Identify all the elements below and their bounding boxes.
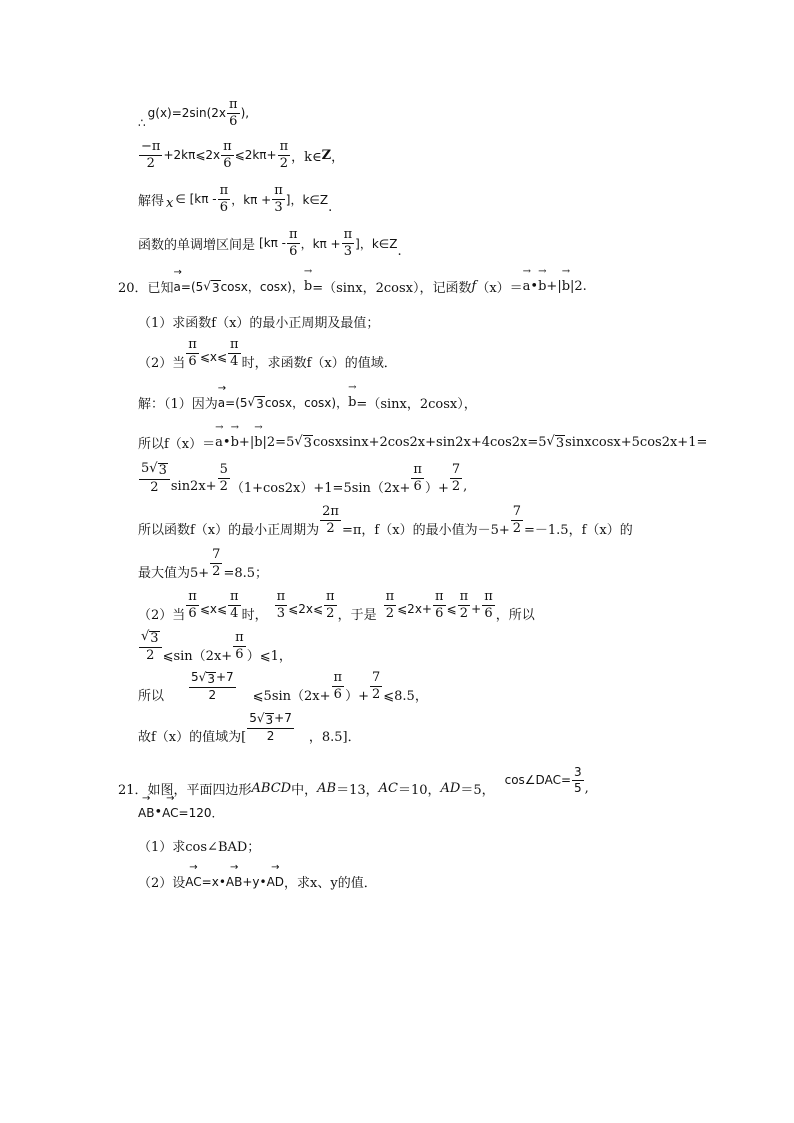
solve-label: 解得	[138, 193, 165, 209]
expansion-line	[138, 433, 707, 452]
sin2x-plus: sin2x+	[170, 478, 217, 494]
increasing-label: 函数的单调增区间是	[138, 237, 256, 253]
increasing-interval-line	[138, 228, 402, 258]
vector-a: → a	[215, 435, 223, 450]
fraction-neg-pi-2: $\frac{-\pi}{2}$	[141, 139, 161, 171]
expansion-1: |2=5	[262, 435, 295, 450]
vector-a-def-pre: =(5	[225, 395, 248, 410]
q20-part2-pre: （2）当	[138, 355, 186, 371]
five-sin-range-line	[138, 670, 428, 704]
eq-10: ＝10，	[397, 782, 441, 798]
fraction-7-2: $\frac{7}{2}$	[512, 504, 522, 536]
close-plus: ）+	[424, 480, 449, 496]
plus-y-dot: +y•	[242, 874, 267, 889]
dot-eq-120: =120．	[178, 806, 224, 820]
suoyi-2: 所以	[138, 688, 165, 704]
vector-b: → b	[562, 279, 570, 294]
fraction-7-2: $\frac{7}{2}$	[371, 670, 381, 702]
sqrt-3: √ 3	[203, 278, 220, 295]
so-f: 所以f（x）＝	[138, 437, 216, 452]
le-x-le: ⩽x⩽	[199, 602, 228, 617]
fraction-pi-3: $\frac{\pi}{3}$	[274, 183, 283, 215]
q21-part1	[138, 836, 260, 855]
fraction-pi-6: $\frac{\pi}{6}$	[223, 139, 232, 171]
mid-text: 中，	[291, 782, 318, 798]
vector-a-def-post: cosx，cosx)，	[264, 396, 349, 410]
max-text-1: 最大值为5+	[138, 565, 210, 581]
period-text-1: 所以函数f（x）的最小正周期为	[138, 522, 320, 538]
le-85: ⩽8.5，	[383, 688, 428, 704]
fraction-7-2: $\frac{7}{2}$	[212, 547, 221, 579]
g-formula-line	[138, 97, 250, 131]
yushi: ，于是	[337, 607, 377, 623]
abcd: ABCD	[251, 780, 292, 796]
fraction-pi-6: $\frac{\pi}{6}$	[219, 183, 229, 215]
vector-ab: → AB	[226, 875, 242, 889]
ineq-text-1: +2kπ⩽2x	[163, 148, 221, 163]
fraction-5sqrt3-plus7-2: 5√ 3 +7 2	[249, 711, 292, 743]
vector-a-def-post: cosx，cosx)，	[220, 280, 304, 294]
g-formula-close: ),	[240, 106, 250, 121]
vector-ad: → AD	[267, 875, 284, 889]
vector-b: → b	[538, 279, 546, 294]
sqrt-3: √ 3	[546, 434, 565, 451]
eq-13: ＝13，	[336, 782, 379, 798]
fraction-pi-4: $\frac{\pi}{4}$	[230, 337, 239, 369]
part2-solution-line	[138, 589, 535, 623]
fraction-pi-6: $\frac{\pi}{6}$	[413, 462, 422, 494]
sqrt-3: √ 3	[247, 394, 264, 411]
q20-number: 20．已知	[118, 281, 174, 296]
eq-x-dot: =x•	[201, 874, 226, 889]
g-formula-text: g(x)=2sin(2x	[147, 106, 227, 121]
expansion-2: cosxsinx+2cos2x+sin2x+4cos2x=5	[312, 435, 547, 450]
suoyi: ，所以	[495, 607, 535, 623]
x-variable: x	[166, 195, 174, 211]
q20-part1	[138, 312, 379, 331]
incr-interval-mid: ，kπ +	[300, 236, 341, 251]
vector-a-def-pre: =(5	[180, 279, 204, 294]
kz-text: ，k∈	[291, 149, 322, 165]
fraction-pi-2: $\frac{\pi}{2}$	[326, 589, 335, 621]
comma: ,	[463, 478, 468, 494]
fraction-pi-3: $\frac{\pi}{3}$	[343, 227, 353, 259]
fraction-pi-6: $\frac{\pi}{6}$	[235, 630, 244, 662]
fraction-pi-6: $\frac{\pi}{6}$	[188, 589, 197, 621]
q20-stem	[118, 277, 587, 296]
incr-interval-close: ]，k∈Z	[355, 236, 398, 251]
part2-pre: （2）当	[138, 607, 186, 623]
inequality-line	[138, 140, 344, 170]
le-one: ）⩽1，	[246, 648, 292, 664]
vector-b-def: =（sinx，2cosx），记函数	[312, 281, 472, 296]
sqrt-3: √ 3	[294, 434, 312, 451]
period: .	[328, 199, 333, 215]
numerator: π	[229, 97, 238, 112]
fraction-pi-3: $\frac{\pi}{3}$	[276, 589, 286, 621]
square-end: |2.	[570, 279, 587, 294]
fraction-5sqrt3-plus7-2: 5√ 3 +7 2	[191, 670, 234, 702]
fraction-pi-6: $\frac{\pi}{6}$	[289, 227, 298, 259]
fraction-pi-2: $\frac{\pi}{2}$	[279, 139, 289, 171]
fraction-2pi-2: $\frac{2\pi}{2}$	[322, 504, 339, 536]
solution-label: 解：（1）因为	[138, 397, 218, 412]
cos-dac: cos∠DAC=	[504, 773, 572, 788]
fraction-pi-2: $\frac{\pi}{2}$	[459, 589, 469, 621]
vector-ac: → AC	[162, 806, 178, 820]
dot-op: •	[222, 435, 231, 450]
vector-ac: → AC	[185, 875, 201, 889]
max-text-2: =8.5；	[223, 565, 269, 581]
q21-part2-pre: （2）设	[138, 876, 186, 891]
fx-def: （x）＝	[476, 281, 523, 296]
comma: ，	[331, 149, 345, 165]
plus-abs: +|	[546, 279, 562, 294]
part2-mid1: 时，	[241, 607, 268, 623]
solve-interval-mid: ，kπ +	[231, 192, 272, 207]
integer-set-z: Z	[321, 147, 332, 163]
vector-b: → b	[231, 435, 239, 450]
vector-b: → b	[304, 279, 312, 294]
period-line	[138, 504, 633, 538]
period-text-2: =π，f（x）的最小值为－5+	[341, 522, 510, 538]
fraction-pi-6: $\frac{\pi}{6}$	[188, 337, 197, 369]
simplified-line	[138, 462, 467, 494]
q21-number: 21．如图，平面四边形	[118, 782, 252, 798]
part2-mid3: ⩽2x+	[397, 602, 432, 617]
fraction-5-2: $\frac{5}{2}$	[219, 462, 228, 494]
fraction-pi-6: $\frac{\pi}{6}$	[434, 589, 444, 621]
expansion-3: sinxcosx+5cos2x+1=	[565, 435, 708, 450]
plus-sign: +	[471, 602, 482, 617]
dot-op: •	[154, 805, 163, 820]
incr-interval-open: [kπ -	[259, 236, 287, 251]
function-f: f	[471, 279, 477, 294]
period: .	[397, 243, 402, 259]
le-x-le: ⩽x⩽	[199, 350, 228, 365]
le-5sin: ⩽5sin（2x+	[252, 688, 331, 704]
q21-part1-text: （1）求cos∠BAD；	[138, 840, 261, 855]
dot-product-line	[138, 804, 223, 821]
solve-interval-open: ∈ [kπ -	[175, 192, 217, 207]
fraction-sqrt3-2: √ 3 2	[139, 630, 162, 662]
q21-part2-post: ，求x、y的值．	[284, 876, 377, 891]
solve-interval-close: ]，k∈Z	[285, 192, 329, 207]
denominator: 6	[229, 113, 238, 129]
part2-mid2: ⩽2x⩽	[288, 602, 324, 617]
period-text-3: =－1.5，f（x）的	[524, 522, 633, 538]
q21-stem	[118, 765, 589, 798]
vector-ab: → AB	[138, 806, 154, 820]
segment-ab: AB	[317, 780, 337, 796]
q20-part2	[138, 337, 397, 371]
fraction-pi-6	[227, 98, 240, 128]
simplified-mid: （1+cos2x）+1=5sin（2x+	[230, 480, 411, 496]
comma: ,	[584, 780, 589, 796]
vector-a: → a	[218, 396, 225, 410]
vector-b: → b	[348, 395, 356, 410]
fraction-pi-2: $\frac{\pi}{2}$	[385, 589, 395, 621]
fraction-pi-6: $\frac{\pi}{6}$	[484, 589, 493, 621]
ineq-text-2: ⩽2kπ+	[234, 148, 277, 163]
fraction-pi-6: $\frac{\pi}{6}$	[333, 670, 343, 702]
close-plus: ）+	[345, 688, 369, 704]
vector-a: → a	[523, 279, 531, 294]
q21-part2	[138, 872, 377, 891]
vector-a: → a	[174, 280, 181, 294]
vector-b-def: =（sinx，2cosx），	[356, 397, 477, 412]
eq-5: ＝5，	[460, 782, 495, 798]
fraction-3-5: $\frac{3}{5}$	[574, 765, 582, 795]
dot-op: •	[530, 279, 539, 294]
segment-ad: AD	[440, 780, 461, 796]
range-line	[138, 711, 361, 745]
sin-range-line	[138, 630, 292, 662]
solution-intro	[138, 393, 477, 412]
segment-ac: AC	[378, 780, 398, 796]
therefore-sign: ∴	[138, 116, 146, 131]
vector-b: → b	[254, 435, 262, 450]
fraction-7-2: $\frac{7}{2}$	[451, 462, 461, 494]
range-post: ，8.5]．	[308, 729, 361, 745]
q20-part2-post: 时，求函数f（x）的值域．	[241, 355, 397, 371]
fraction-5sqrt3-2: 5√ 3 2	[139, 462, 170, 494]
sin-le: ⩽sin（2x+	[162, 648, 233, 664]
range-pre: 故f（x）的值域为[	[138, 729, 247, 745]
part2-mid4: ⩽	[446, 602, 457, 617]
fraction-pi-4: $\frac{\pi}{4}$	[230, 589, 239, 621]
plus-abs: +|	[238, 435, 255, 450]
q20-part1-text: （1）求函数f（x）的最小正周期及最值；	[138, 316, 380, 331]
max-line	[138, 547, 269, 581]
solve-line	[138, 184, 332, 214]
